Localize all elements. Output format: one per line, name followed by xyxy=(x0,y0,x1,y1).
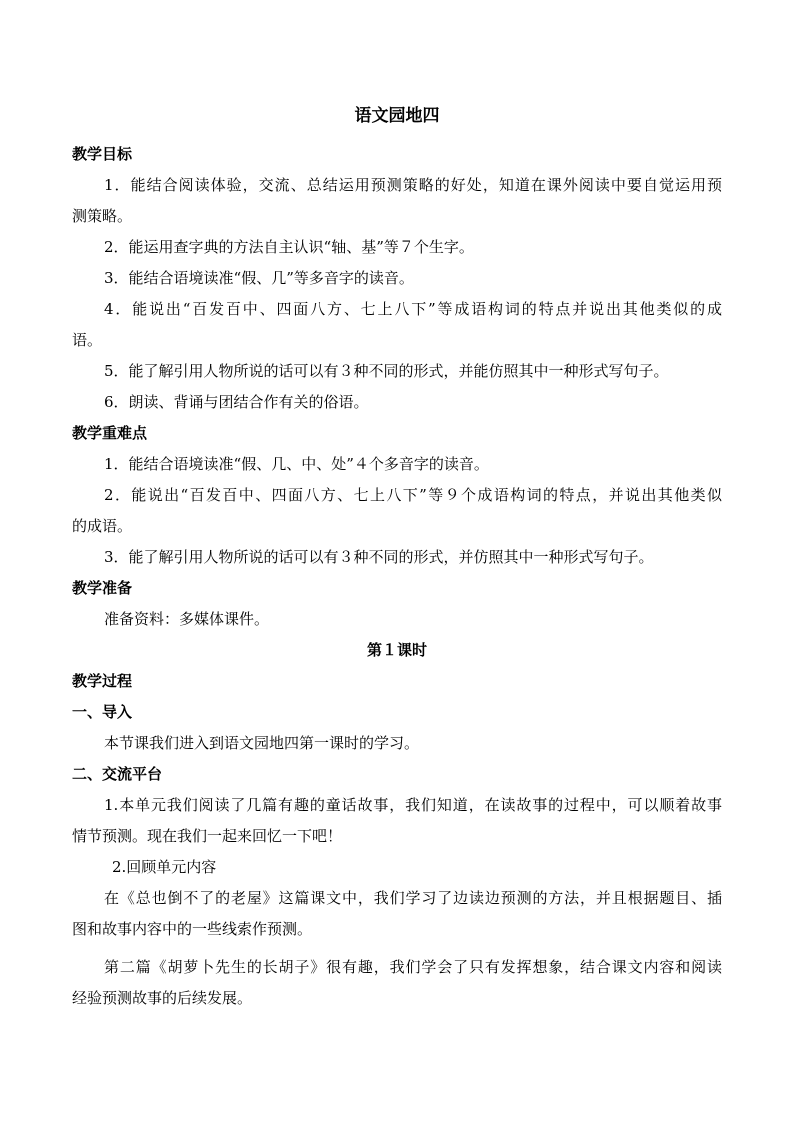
exchange-heading: 二、交流平台 xyxy=(72,765,163,783)
exchange-p4-line-2: 经验预测故事的后续发展。 xyxy=(72,989,253,1007)
section-heading-goals: 教学目标 xyxy=(72,145,133,163)
key-point-1: 1．能结合语境读准“假、几、中、处”４个多音字的读音。 xyxy=(104,455,489,473)
exchange-p3-line-1: 在《总也倒不了的老屋》这篇课文中，我们学习了边读边预测的方法，并且根据题目、插 xyxy=(104,889,722,907)
goal-item-1-line-2: 测策略。 xyxy=(72,207,133,225)
goal-item-2: 2．能运用查字典的方法自主认识“轴、基”等７个生字。 xyxy=(104,238,474,256)
goal-item-3: 3．能结合语境读准“假、几”等多音字的读音。 xyxy=(104,269,414,287)
exchange-p3-line-2: 图和故事内容中的一些线索作预测。 xyxy=(72,920,313,938)
goal-item-4-line-2: 语。 xyxy=(72,331,103,349)
lesson-title: 第１课时 xyxy=(366,641,427,659)
exchange-p2: 2.回顾单元内容 xyxy=(112,858,217,876)
goal-item-4-line-1: 4．能说出“百发百中、四面八方、七上八下”等成语构词的特点并说出其他类似的成 xyxy=(104,300,722,318)
exchange-p4-line-1: 第二篇《胡萝卜先生的长胡子》很有趣，我们学会了只有发挥想象，结合课文内容和阅读 xyxy=(104,958,722,976)
goal-item-1-line-1: 1．能结合阅读体验，交流、总结运用预测策略的好处，知道在课外阅读中要自觉运用预 xyxy=(104,176,722,194)
key-point-2-line-1: 2．能说出“百发百中、四面八方、七上八下”等９个成语构词的特点，并说出其他类似 xyxy=(104,486,722,504)
intro-text: 本节课我们进入到语文园地四第一课时的学习。 xyxy=(104,734,420,752)
intro-heading: 一、导入 xyxy=(72,703,133,721)
section-heading-preparation: 教学准备 xyxy=(72,579,133,597)
page-title: 语文园地四 xyxy=(354,106,440,126)
exchange-p1-line-2: 情节预测。现在我们一起来回忆一下吧！ xyxy=(72,827,343,845)
key-point-2-line-2: 的成语。 xyxy=(72,517,133,535)
goal-item-5: 5．能了解引用人物所说的话可以有３种不同的形式，并能仿照其中一种形式写句子。 xyxy=(104,362,669,380)
process-heading: 教学过程 xyxy=(72,672,133,690)
exchange-p1-line-1: 1.本单元我们阅读了几篇有趣的童话故事，我们知道，在读故事的过程中，可以顺着故事 xyxy=(104,796,722,814)
key-point-3: 3．能了解引用人物所说的话可以有３种不同的形式，并仿照其中一种形式写句子。 xyxy=(104,548,654,566)
section-heading-key-points: 教学重难点 xyxy=(72,424,148,442)
goal-item-6: 6．朗读、背诵与团结合作有关的俗语。 xyxy=(104,393,369,411)
preparation-text: 准备资料：多媒体课件。 xyxy=(104,610,270,628)
